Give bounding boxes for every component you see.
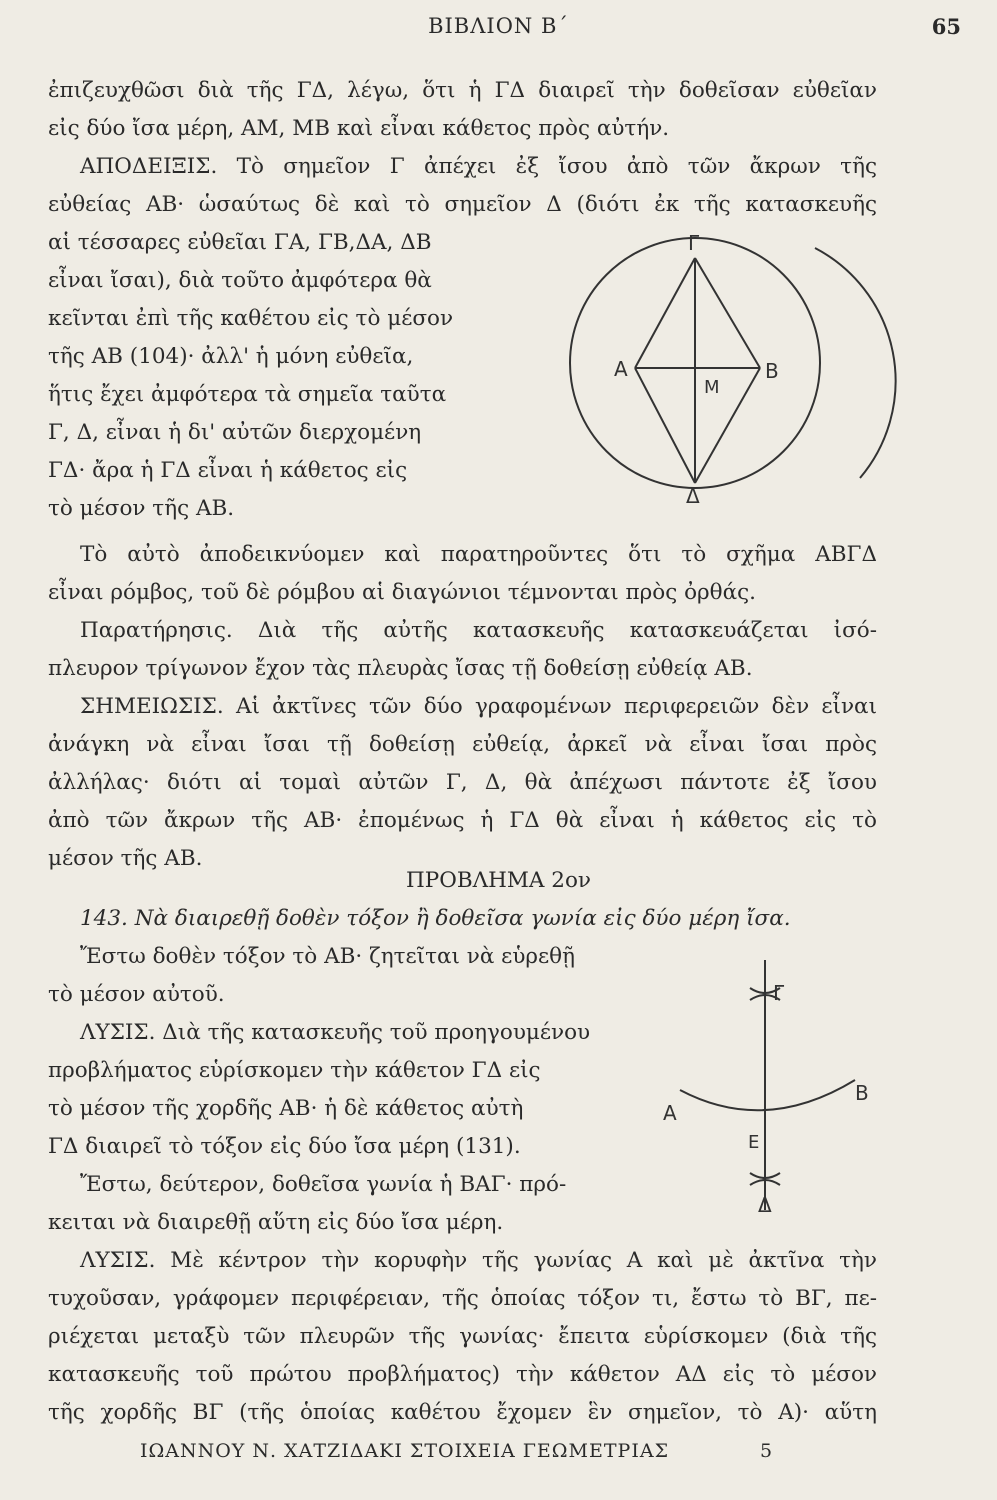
text-line: Ἔστω δοθὲν τόξον τὸ ΑΒ· ζητεῖται νὰ εὑρεθῇ (80, 944, 575, 969)
label-a: Α (614, 357, 628, 381)
text-line: εἰς δύο ἴσα μέρη, ΑΜ, ΜΒ καὶ εἶναι κάθετος πρὸς αὐτήν. (48, 116, 670, 141)
text-line: τὸ μέσον τῆς χορδῆς ΑΒ· ἡ δὲ κάθετος αὐτὴ (48, 1096, 524, 1121)
label-b: Β (855, 1081, 869, 1105)
text-line: Ἔστω, δεύτερον, δοθεῖσα γωνία ἡ ΒΑΓ· πρό- (80, 1172, 567, 1197)
label-g: Γ (773, 981, 785, 1005)
text-line: Τὸ αὐτὸ ἀποδεικνύομεν καὶ παρατηροῦντες ὅτι τὸ σχῆμα ΑΒΓΔ (80, 542, 877, 567)
text-line: Παρατήρησις. Διὰ τῆς αὐτῆς κατασκευῆς κατασκευάζεται ἰσό- (80, 618, 877, 643)
text-line: εἶναι ἴσαι), διὰ τοῦτο ἀμφότερα θὰ (48, 268, 432, 293)
text-line: ἀλλήλας· διότι αἱ τομαὶ αὐτῶν Γ, Δ, θὰ ἀπέχωσι πάντοτε ἐξ ἴσου (48, 770, 877, 795)
circle-right-arc (815, 248, 896, 478)
text-line: κεῖνται ἐπὶ τῆς καθέτου εἰς τὸ μέσον (48, 306, 454, 331)
text-line: πλευρον τρίγωνον ἔχον τὰς πλευρὰς ἴσας τῇ δοθείσῃ εὐθείᾳ ΑΒ. (48, 656, 753, 681)
text-line: εἶναι ρόμβος, τοῦ δὲ ρόμβου αἱ διαγώνιοι τέμνονται πρὸς ὀρθάς. (48, 580, 756, 605)
label-e: Ε (748, 1132, 760, 1153)
text-line: εὐθείας ΑΒ· ὡσαύτως δὲ καὶ τὸ σημεῖον Δ (διότι ἐκ τῆς κατασκευῆς (48, 192, 877, 217)
running-head: ΒΙΒΛΙΟΝ Β΄ (428, 14, 569, 38)
figure-rhombus (560, 228, 900, 508)
text-line: ΓΔ διαιρεῖ τὸ τόξον εἰς δύο ἴσα μέρη (131). (48, 1134, 521, 1159)
text-line: ἐπιζευχθῶσι διὰ τῆς ΓΔ, λέγω, ὅτι ἡ ΓΔ διαιρεῖ τὴν δοθεῖσαν εὐθεῖαν (48, 78, 877, 103)
label-d: Δ (758, 1193, 772, 1217)
label-g: Γ (688, 231, 700, 255)
figure-arc-bisection (655, 960, 885, 1220)
text-line: τῆς ΑΒ (104)· ἀλλ' ἡ μόνη εὐθεῖα, (48, 344, 414, 369)
text-line: ἥτις ἔχει ἀμφότερα τὰ σημεῖα ταῦτα (48, 382, 447, 407)
arc-ab (680, 1080, 855, 1110)
text-line: ἀνάγκη νὰ εἶναι ἴσαι τῇ δοθείσῃ εὐθείᾳ, ἀρκεῖ νὰ εἶναι ἴσαι πρὸς (48, 732, 877, 757)
page-number: 65 (931, 14, 961, 39)
label-a: Α (663, 1101, 677, 1125)
side-da (635, 368, 695, 483)
text-line: κατασκευῆς τοῦ πρώτου προβλήματος) τὴν κάθετον ΑΔ εἰς τὸ μέσον (48, 1362, 877, 1387)
label-d: Δ (686, 484, 700, 508)
text-line: τὸ μέσον τῆς ΑΒ. (48, 496, 235, 521)
side-ga (635, 258, 695, 368)
footer-title: ΙΩΑΝΝΟΥ Ν. ΧΑΤΖΙΔΑΚΙ ΣΤΟΙΧΕΙΑ ΓΕΩΜΕΤΡΙΑΣ (140, 1440, 669, 1462)
text-line: ἀπὸ τῶν ἄκρων τῆς ΑΒ· ἐπομένως ἡ ΓΔ θὰ εἶναι ἡ κάθετος εἰς τὸ (48, 808, 877, 833)
text-line: τὸ μέσον αὐτοῦ. (48, 982, 225, 1007)
text-line: ΓΔ· ἄρα ἡ ΓΔ εἶναι ἡ κάθετος εἰς (48, 458, 408, 483)
signature-mark: 5 (760, 1440, 773, 1462)
text-line: ΣΗΜΕΙΩΣΙΣ. Αἱ ἀκτῖνες τῶν δύο γραφομένων περιφερειῶν δὲν εἶναι (80, 694, 877, 719)
text-line: ΛΥΣΙΣ. Διὰ τῆς κατασκευῆς τοῦ προηγουμένου (80, 1020, 591, 1045)
section-heading: ΠΡΟΒΛΗΜΑ 2ον (406, 868, 591, 893)
text-line: αἱ τέσσαρες εὐθεῖαι ΓΑ, ΓΒ,ΔΑ, ΔΒ (48, 230, 432, 255)
text-line: ΛΥΣΙΣ. Μὲ κέντρον τὴν κορυφὴν τῆς γωνίας Α καὶ μὲ ἀκτῖνα τὴν (80, 1248, 877, 1273)
text-line: ριέχεται μεταξὺ τῶν πλευρῶν τῆς γωνίας· ἔπειτα εὑρίσκομεν (διὰ τῆς (48, 1324, 877, 1349)
problem-statement: 143. Νὰ διαιρεθῇ δοθὲν τόξον ἢ δοθεῖσα γωνία εἰς δύο μέρη ἴσα. (80, 906, 791, 931)
text-line: Γ, Δ, εἶναι ἡ δι' αὐτῶν διερχομένη (48, 420, 422, 445)
text-line: κειται νὰ διαιρεθῇ αὕτη εἰς δύο ἴσα μέρη. (48, 1210, 504, 1235)
label-m: Μ (704, 377, 720, 398)
text-line: ΑΠΟΔΕΙΞΙΣ. Τὸ σημεῖον Γ ἀπέχει ἐξ ἴσου ἀπὸ τῶν ἄκρων τῆς (80, 154, 877, 179)
label-b: Β (765, 359, 779, 383)
text-line: τῆς χορδῆς ΒΓ (τῆς ὁποίας καθέτου ἔχομεν ἓν σημεῖον, τὸ Α)· αὕτη (48, 1400, 877, 1425)
text-line: μέσον τῆς ΑΒ. (48, 846, 203, 871)
side-gb (695, 258, 760, 368)
text-line: προβλήματος εὑρίσκομεν τὴν κάθετον ΓΔ εἰς (48, 1058, 541, 1083)
text-line: τυχοῦσαν, γράφομεν περιφέρειαν, τῆς ὁποίας τόξον τι, ἔστω τὸ ΒΓ, πε- (48, 1286, 877, 1311)
